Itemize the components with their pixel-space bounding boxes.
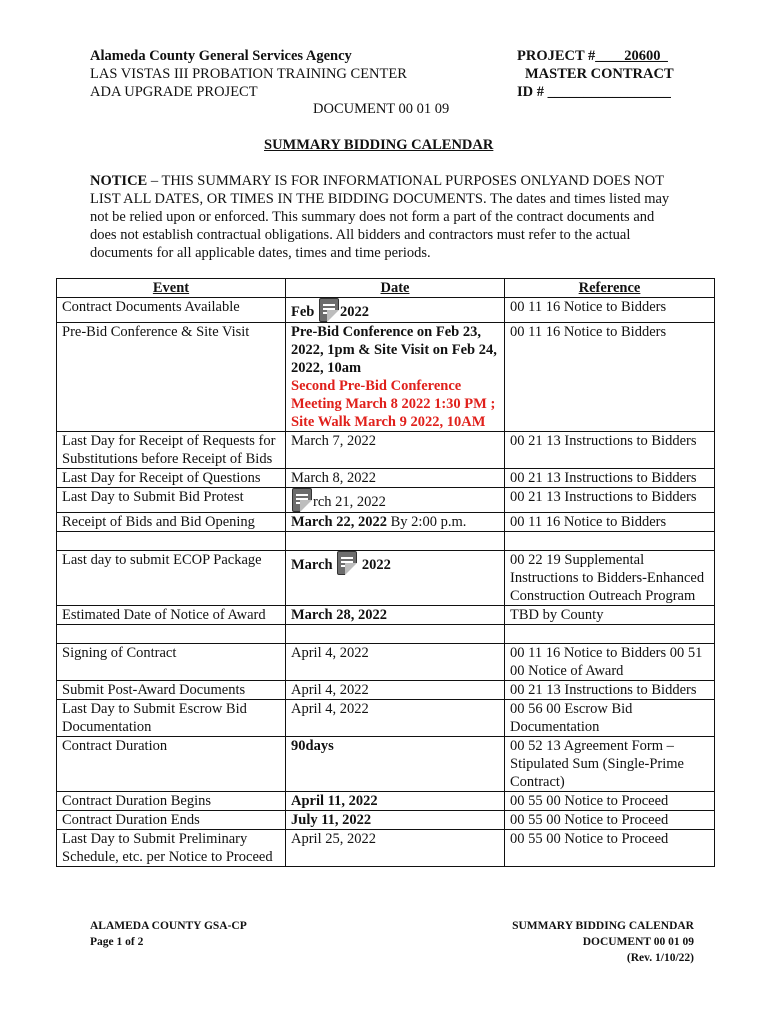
comment-note-icon[interactable] [319,298,339,322]
footer-title: SUMMARY BIDDING CALENDAR [512,920,694,932]
event-cell: Contract Duration Ends [57,811,286,830]
master-contract-label: MASTER CONTRACT [525,66,674,82]
reference-cell: 00 55 00 Notice to Proceed [505,792,715,811]
date-cell [286,551,505,606]
table-row [57,700,715,737]
project-number: ____20600_ [595,48,668,64]
reference-cell: 00 11 16 Notice to Bidders [505,513,715,532]
event-cell: Pre-Bid Conference & Site Visit [57,323,286,432]
date-cell: April 11, 2022 [286,792,505,811]
column-header-date: Date [286,279,505,298]
reference-cell: 00 11 16 Notice to Bidders [505,298,715,323]
comment-note-icon[interactable] [292,488,312,512]
project-name: ADA UPGRADE PROJECT [90,84,258,100]
event-cell: Signing of Contract [57,644,286,681]
event-cell: Last day to submit ECOP Package [57,551,286,606]
date-text: 2022 [339,304,369,320]
date-text-highlighted: Second Pre-Bid Conference Meeting March 8 2022 1:30 PM ; Site Walk March 9 2022, 10AM [291,378,496,430]
table-row [57,644,715,681]
header-agency-block [90,47,407,101]
project-number-line [517,47,674,65]
agency-name: Alameda County General Services Agency [90,48,352,64]
table-row [57,513,715,532]
date-cell: March 28, 2022 [286,606,505,625]
date-text: 2022 [358,557,391,573]
table-row [57,323,715,432]
column-header-reference: Reference [505,279,715,298]
table-row [57,298,715,323]
date-text: Pre-Bid Conference on Feb 23, 2022, 1pm & Site Visit on Feb 24, 2022, 10am [291,324,497,376]
table-row [57,737,715,792]
date-cell: April 25, 2022 [286,830,505,867]
table-row [57,811,715,830]
event-cell: Contract Duration Begins [57,792,286,811]
table-row [57,830,715,867]
date-cell: March 7, 2022 [286,432,505,469]
table-row [57,606,715,625]
event-cell: Last Day to Submit Bid Protest [57,488,286,513]
document-number: DOCUMENT 00 01 09 [313,101,450,117]
date-text: Feb [291,304,318,320]
event-cell: Receipt of Bids and Bid Opening [57,513,286,532]
reference-cell: TBD by County [505,606,715,625]
date-cell: April 4, 2022 [286,700,505,737]
date-cell [286,298,505,323]
footer-document-number: DOCUMENT 00 01 09 [582,936,694,948]
notice-caps-text: – THIS SUMMARY IS FOR INFORMATIONAL PURPOSES ONLYAND DOES NOT LIST ALL DATES, OR TIMES IN THE BIDDING DOCUMENTS. [90,173,664,207]
date-cell [286,488,505,513]
reference-cell: 00 11 16 Notice to Bidders 00 51 00 Notice of Award [505,644,715,681]
date-text: March 22, 2022 [291,514,387,530]
project-site: LAS VISTAS III PROBATION TRAINING CENTER [90,66,407,82]
footer-revision: (Rev. 1/10/22) [626,952,694,964]
date-time-text: By 2:00 p.m. [387,514,467,530]
comment-note-icon[interactable] [337,551,357,575]
bidding-calendar-table [56,278,715,867]
event-cell: Last Day for Receipt of Questions [57,469,286,488]
notice-body-text: The dates and times listed may not be relied upon or enforced. This summary does not form a part of the contract documents and does not establish contractual obligations. All bidders and contractors must refer to the actual documents for all applicable dates, times and time periods. [90,191,670,261]
table-row [57,432,715,469]
reference-cell: 00 55 00 Notice to Proceed [505,811,715,830]
event-cell: Contract Documents Available [57,298,286,323]
notice-paragraph [90,172,680,262]
reference-cell: 00 56 00 Escrow Bid Documentation [505,700,715,737]
event-cell: Last Day for Receipt of Requests for Substitutions before Receipt of Bids [57,432,286,469]
reference-cell: 00 21 13 Instructions to Bidders [505,488,715,513]
date-cell: March 8, 2022 [286,469,505,488]
id-label: ID # [517,84,544,100]
project-label: PROJECT # [517,48,596,64]
event-cell: Contract Duration [57,737,286,792]
date-cell [286,513,505,532]
date-cell: April 4, 2022 [286,681,505,700]
event-cell: Estimated Date of Notice of Award [57,606,286,625]
event-cell: Submit Post-Award Documents [57,681,286,700]
page-title: SUMMARY BIDDING CALENDAR [264,137,494,153]
event-cell: Last Day to Submit Escrow Bid Documentation [57,700,286,737]
event-cell: Last Day to Submit Preliminary Schedule, etc. per Notice to Proceed [57,830,286,867]
table-row [57,681,715,700]
date-cell: July 11, 2022 [286,811,505,830]
reference-cell: 00 11 16 Notice to Bidders [505,323,715,432]
spacer-row [57,625,715,644]
page-number: Page 1 of 2 [90,936,144,948]
date-cell [286,323,505,432]
table-header-row [57,279,715,298]
footer-agency: ALAMEDA COUNTY GSA-CP [90,920,247,932]
reference-cell: 00 21 13 Instructions to Bidders [505,432,715,469]
spacer-row [57,532,715,551]
date-text: March [291,557,337,573]
reference-cell: 00 52 13 Agreement Form – Stipulated Sum (Single-Prime Contract) [505,737,715,792]
date-cell: April 4, 2022 [286,644,505,681]
date-cell: 90days [286,737,505,792]
notice-label: NOTICE [90,173,148,189]
footer-left [90,918,247,950]
date-text: rch 21, 2022 [313,494,386,510]
reference-cell: 00 55 00 Notice to Proceed [505,830,715,867]
reference-cell: 00 22 19 Supplemental Instructions to Bidders-Enhanced Construction Outreach Program [505,551,715,606]
table-row [57,488,715,513]
reference-cell: 00 21 13 Instructions to Bidders [505,469,715,488]
id-value: _________________ [547,84,671,100]
table-row [57,551,715,606]
table-row [57,469,715,488]
reference-cell: 00 21 13 Instructions to Bidders [505,681,715,700]
footer-right [512,918,694,966]
table-row [57,792,715,811]
id-line [517,83,674,101]
header-project-block [517,47,674,101]
column-header-event: Event [57,279,286,298]
